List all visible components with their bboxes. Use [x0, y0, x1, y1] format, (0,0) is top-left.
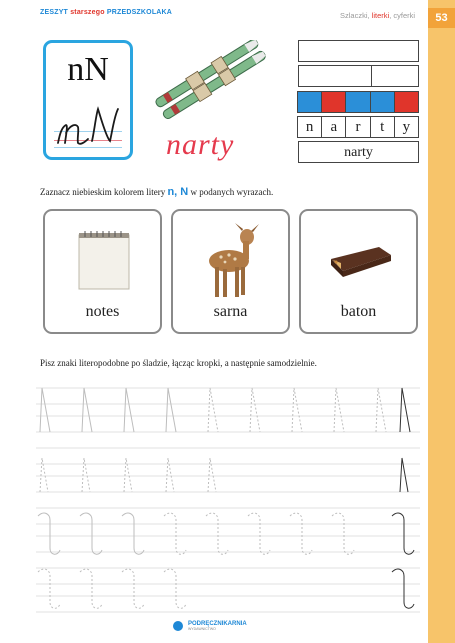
- picture-card-notes: [43, 209, 162, 334]
- chocolate-bar-icon: [327, 241, 395, 281]
- letter-cell: y: [394, 116, 419, 138]
- section-title: [340, 11, 415, 20]
- scheme-sound-row: [298, 91, 419, 113]
- picture-label: sarna: [213, 303, 248, 320]
- instruction-1-letters: n, N: [167, 186, 189, 198]
- deer-icon: [201, 221, 265, 301]
- guide-line: [54, 147, 122, 148]
- publisher-subtitle: WYDAWNICTWO: [188, 627, 216, 631]
- scheme-letter-row: [298, 116, 419, 138]
- letter-cell: r: [345, 116, 370, 138]
- letter-cell: t: [370, 116, 395, 138]
- letter-card: [43, 40, 133, 160]
- sound-cell: [345, 91, 370, 113]
- picture-label: baton: [340, 303, 377, 320]
- page-number: 53: [428, 8, 455, 28]
- picture-card-baton: [299, 209, 418, 334]
- series-title-part3: PRZEDSZKOLAKA: [106, 9, 173, 16]
- instruction-1: [40, 186, 273, 198]
- instruction-1-before: Zaznacz niebieskim kolorem litery: [40, 187, 166, 197]
- skis-icon: [150, 40, 270, 120]
- sound-cell: [394, 91, 419, 113]
- section-title-part3: , cyferki: [389, 11, 416, 20]
- sound-cell: [297, 91, 322, 113]
- sound-cell: [321, 91, 346, 113]
- publisher-logo-icon: [170, 620, 186, 632]
- publisher-footer: [188, 621, 247, 631]
- letter-cell: n: [297, 116, 322, 138]
- instruction-2: Pisz znaki literopodobne po śladzie, łącząc kropki, a następnie samodzielnie.: [40, 358, 317, 368]
- side-bar: [428, 0, 455, 643]
- letter-cell: a: [321, 116, 346, 138]
- cursive-letters-icon: [54, 103, 124, 147]
- series-title: [40, 9, 172, 16]
- cursive-word: narty: [166, 128, 235, 161]
- picture-card-sarna: [171, 209, 290, 334]
- notepad-icon: [73, 229, 135, 291]
- tracing-exercise: [36, 380, 420, 615]
- section-title-part1: Szlaczki,: [340, 11, 370, 20]
- publisher-name: PODRĘCZNIKARNIA: [188, 621, 247, 627]
- series-title-part2: starszego: [70, 9, 105, 16]
- scheme-sentence-box: [298, 40, 419, 62]
- picture-label: notes: [85, 303, 120, 320]
- series-title-part1: ZESZYT: [40, 9, 69, 16]
- instruction-1-after: w podanych wyrazach.: [190, 187, 274, 197]
- sound-cell: [370, 91, 395, 113]
- scheme-syllable-box: [298, 65, 419, 87]
- scheme-word: narty: [298, 141, 419, 163]
- section-title-highlight: literki: [371, 11, 390, 20]
- print-letters: nN: [67, 51, 109, 88]
